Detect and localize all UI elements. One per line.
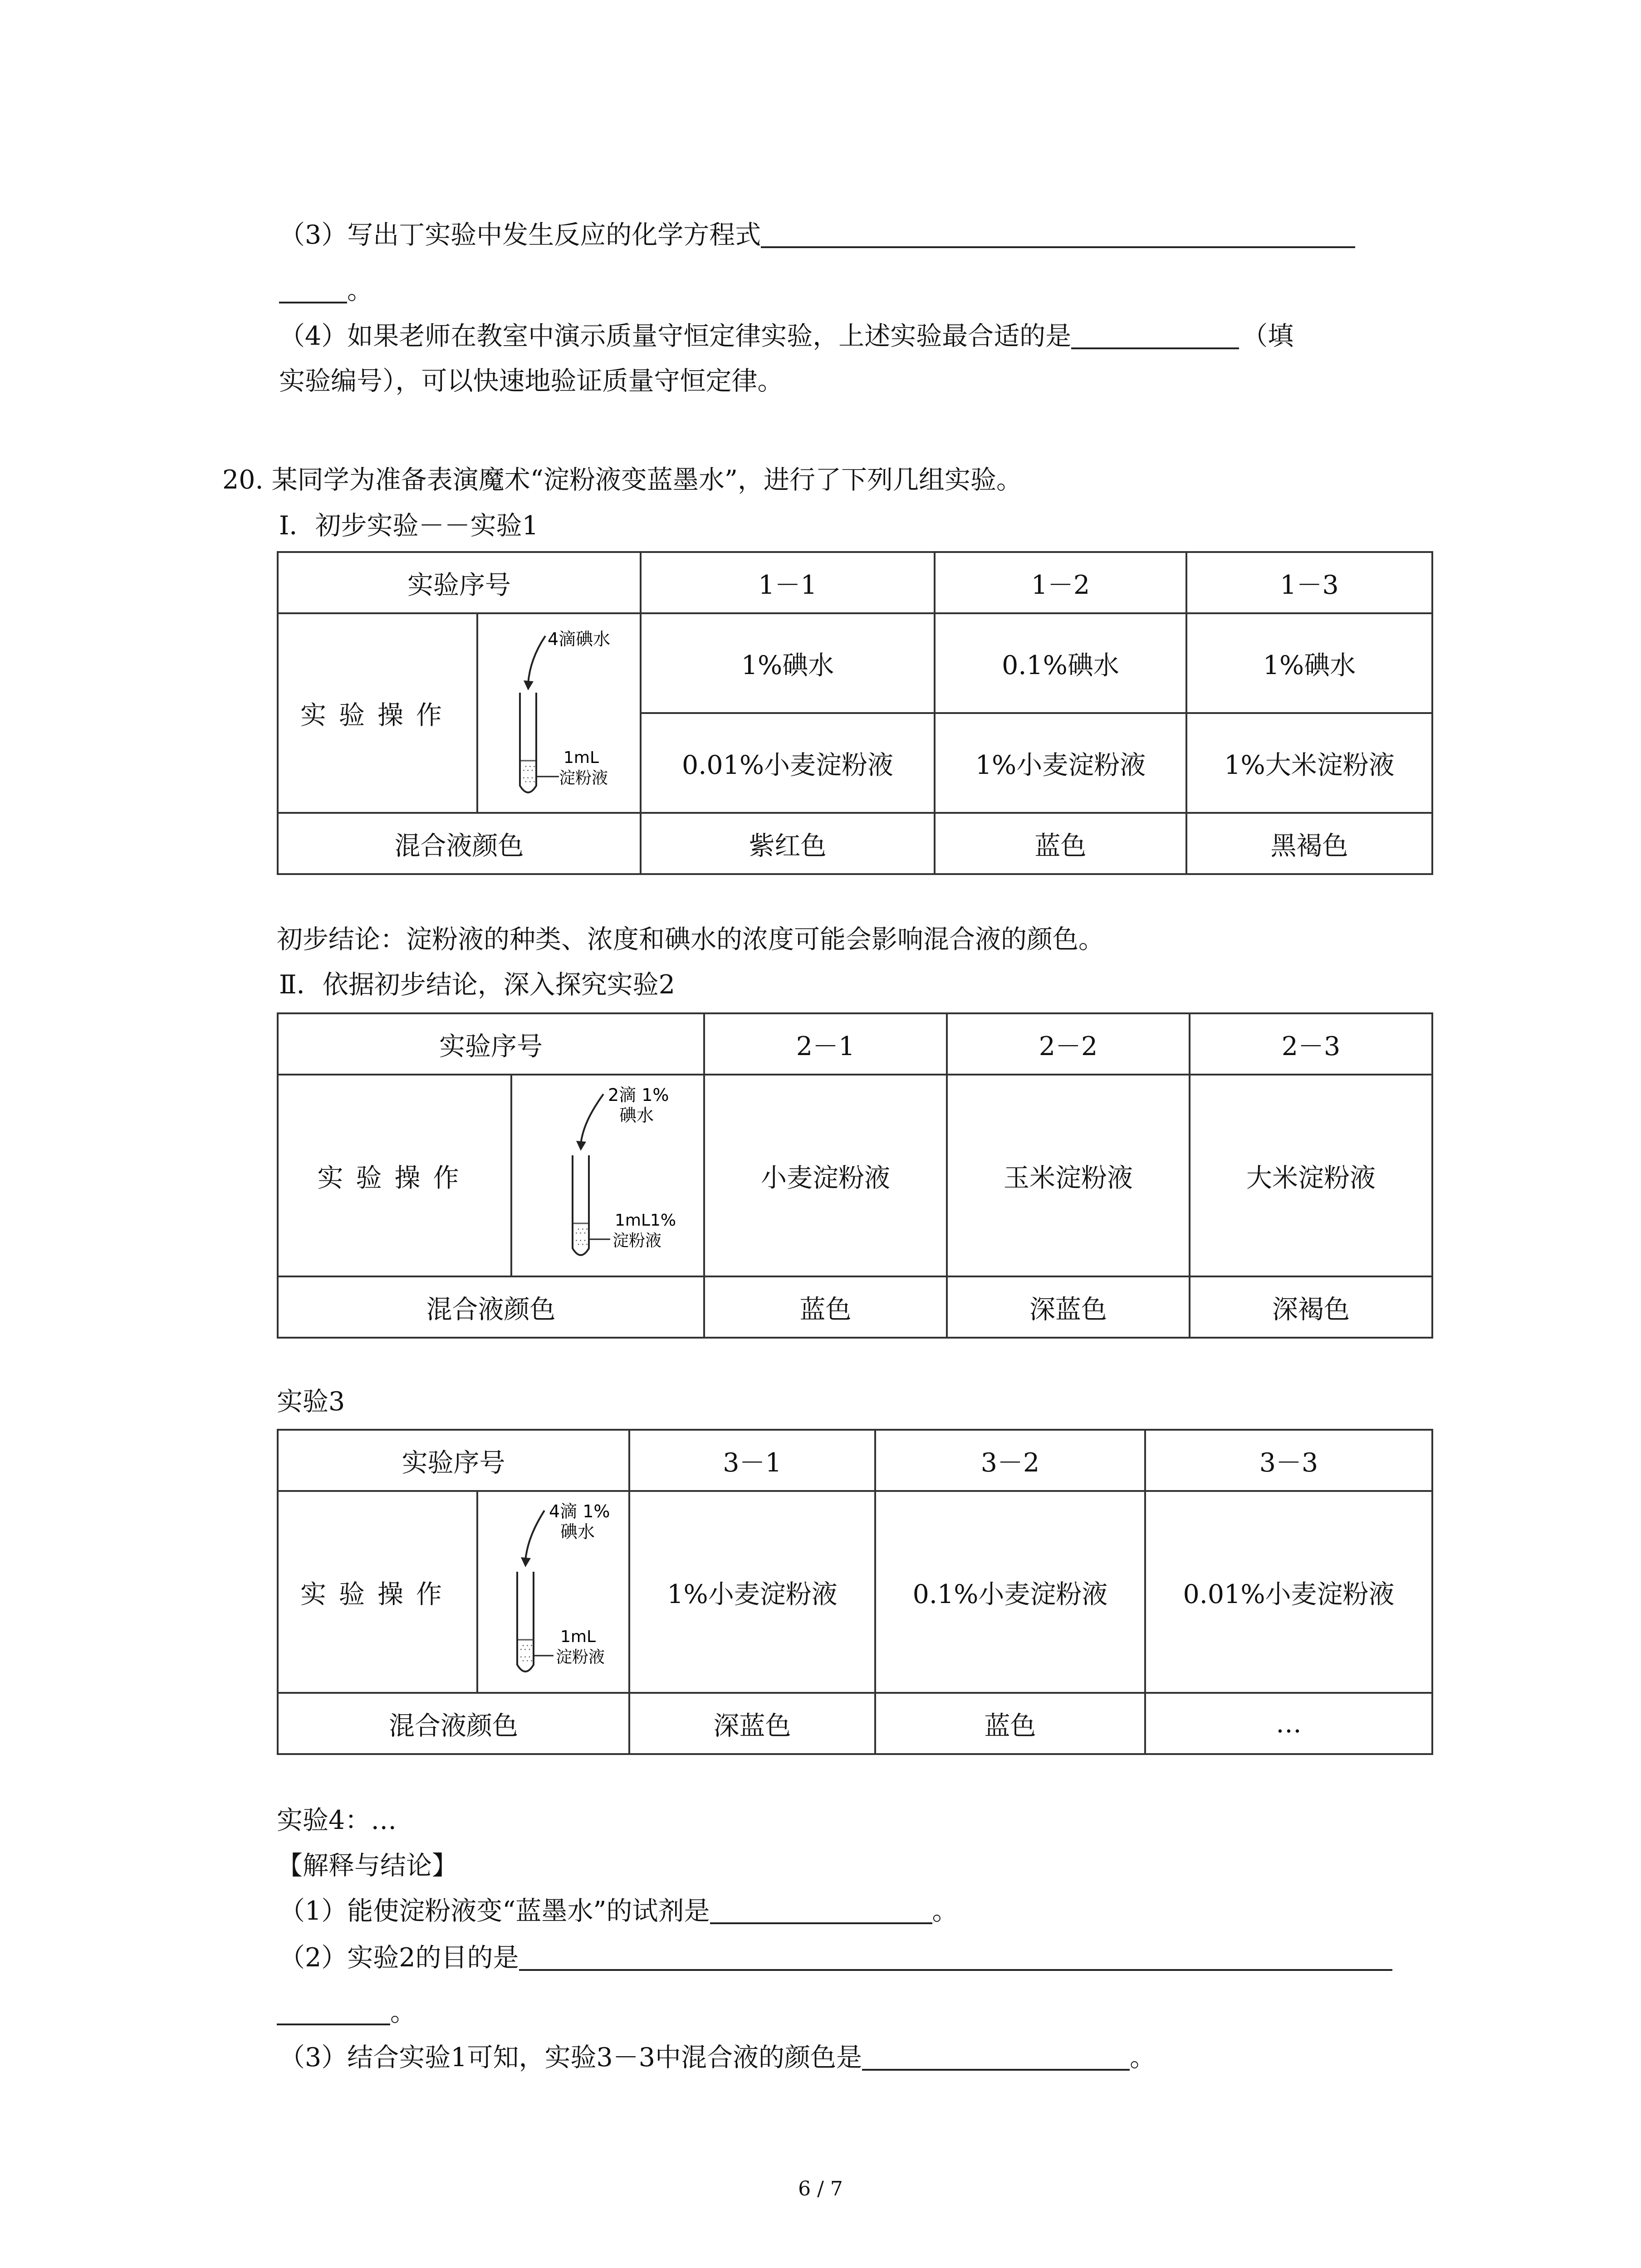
answer-blank-experiment-number[interactable] [1071,347,1239,349]
test-tube-diagram [477,1491,629,1693]
tube-bottom-label-1: 1mL1% [614,1211,676,1230]
q20-answer-1-end: 。 [932,1896,958,1926]
q20-intro: 20. 某同学为准备表演魔术“淀粉液变蓝墨水”，进行了下列几组实验。 [222,465,1023,495]
page-number: 6 / 7 [798,2177,843,2200]
experiment-4-line: 实验4：… [277,1805,397,1835]
experiment-1-table [277,551,1433,875]
q19-part4-text: （4）如果老师在教室中演示质量守恒定律实验，上述实验最合适的是 [279,321,1072,351]
svg-text:∵∴: ∵∴ [519,1653,533,1665]
q19-part3-cont [279,275,373,305]
table-cell: 1%小麦淀粉液 [629,1491,875,1693]
answer-blank-purpose-2[interactable] [277,2024,390,2025]
table-cell: 紫红色 [641,813,935,874]
tube-top-label: 4滴碘水 [548,629,611,649]
test-tube-icon [485,1497,622,1687]
table-row [278,1013,1432,1075]
conclusion-1: 初步结论：淀粉液的种类、浓度和碘水的浓度可能会影响混合液的颜色。 [277,924,1104,954]
table-cell: 1%小麦淀粉液 [935,713,1186,813]
table-cell: 深蓝色 [947,1276,1190,1338]
table-row [278,1491,1432,1693]
color-label: 混合液颜色 [278,1276,704,1338]
seq-label: 实验序号 [278,1013,704,1075]
color-label: 混合液颜色 [278,1693,629,1754]
answer-blank-equation-2[interactable] [279,302,347,303]
q20-part2-heading: Ⅱ．依据初步结论，深入探究实验2 [279,970,676,1000]
table-cell: 0.01%小麦淀粉液 [641,713,935,813]
col-header: 3－2 [875,1430,1145,1491]
tube-top-label-2: 碘水 [619,1105,654,1125]
experiment-2-table [277,1012,1433,1339]
seq-label: 实验序号 [278,552,641,613]
table-cell: 蓝色 [935,813,1186,874]
q20-answer-1-text: （1）能使淀粉液变“蓝墨水”的试剂是 [279,1896,710,1926]
q19-part3-text: （3）写出丁实验中发生反应的化学方程式 [279,220,761,250]
op-label: 实验操作 [278,1491,477,1693]
seq-label: 实验序号 [278,1430,629,1491]
table-cell: 0.01%小麦淀粉液 [1145,1491,1432,1693]
svg-text:∵∴: ∵∴ [523,775,535,786]
answer-blank-color[interactable] [862,2069,1130,2071]
tube-bottom-label-2: 淀粉液 [559,769,608,787]
q19-part3 [279,222,1355,248]
tube-bottom-label-2: 淀粉液 [555,1647,605,1667]
test-tube-diagram [477,613,641,813]
table-cell: 玉米淀粉液 [947,1075,1190,1276]
col-header: 3－1 [629,1430,875,1491]
op-label: 实验操作 [278,613,477,813]
table-cell: 1%大米淀粉液 [1186,713,1432,813]
table-row [278,813,1432,874]
q19-part4-cont: 实验编号），可以快速地验证质量守恒定律。 [279,366,784,396]
q20-part1-heading: Ⅰ．初步实验－－实验1 [279,511,539,541]
table-cell: … [1145,1693,1432,1754]
table-cell: 蓝色 [704,1276,947,1338]
q20-answer-2-cont [277,1999,416,2025]
col-header: 1－2 [935,552,1186,613]
table-cell: 小麦淀粉液 [704,1075,947,1276]
table-row [278,1276,1432,1338]
experiment-3-table [277,1429,1433,1755]
table-cell: 0.1%碘水 [935,613,1186,713]
q20-answer-3-end: 。 [1130,2043,1156,2072]
table-cell: 0.1%小麦淀粉液 [875,1491,1145,1693]
table-cell: 深褐色 [1190,1276,1432,1338]
tube-top-label-2: 碘水 [560,1521,595,1542]
table-cell: 蓝色 [875,1693,1145,1754]
test-tube-diagram [511,1075,704,1276]
col-header: 2－1 [704,1013,947,1075]
q20-answer-3 [279,2045,1156,2071]
col-header: 2－2 [947,1013,1190,1075]
tube-top-label-1: 4滴 1% [549,1501,610,1521]
svg-text:∴∵: ∴∵ [519,1642,533,1654]
q20-answer-2-end: 。 [390,1997,416,2027]
q20-answer-1 [279,1898,958,1924]
table-row [278,1430,1432,1491]
q19-part4-fill: （填 [1242,321,1294,351]
svg-text:∴∵: ∴∵ [523,763,535,775]
table-cell: 大米淀粉液 [1190,1075,1432,1276]
col-header: 1－3 [1186,552,1432,613]
svg-text:∵∴: ∵∴ [575,1237,588,1249]
table-row [278,1693,1432,1754]
answer-blank-reagent[interactable] [710,1922,932,1924]
col-header: 1－1 [641,552,935,613]
q20-answer-2 [279,1945,1392,1971]
q19-part4 [279,323,1293,349]
table-row [278,613,1432,713]
table-row [278,1075,1432,1276]
table-cell: 黑褐色 [1186,813,1432,874]
table-cell: 1%碘水 [1186,613,1432,713]
experiment-3-title: 实验3 [277,1387,345,1417]
answer-blank-purpose-1[interactable] [519,1969,1392,1971]
table-cell: 深蓝色 [629,1693,875,1754]
test-tube-icon [535,1080,681,1271]
svg-text:∴∵: ∴∵ [575,1226,588,1237]
table-row [278,552,1432,613]
q20-answer-3-text: （3）结合实验1可知，实验3－3中混合液的颜色是 [279,2043,862,2072]
explain-heading: 【解释与结论】 [277,1851,458,1881]
tube-bottom-label-1: 1mL [563,748,599,767]
q20-answer-2-text: （2）实验2的目的是 [279,1943,519,1973]
test-tube-icon [491,622,627,804]
table-cell: 1%碘水 [641,613,935,713]
color-label: 混合液颜色 [278,813,641,874]
tube-bottom-label-1: 1mL [560,1627,596,1646]
tube-bottom-label-2: 淀粉液 [612,1231,661,1250]
op-label: 实验操作 [278,1075,511,1276]
tube-top-label-1: 2滴 1% [607,1085,669,1105]
answer-blank-equation-1[interactable] [761,246,1355,248]
q19-part3-end: 。 [347,275,373,305]
col-header: 3－3 [1145,1430,1432,1491]
col-header: 2－3 [1190,1013,1432,1075]
